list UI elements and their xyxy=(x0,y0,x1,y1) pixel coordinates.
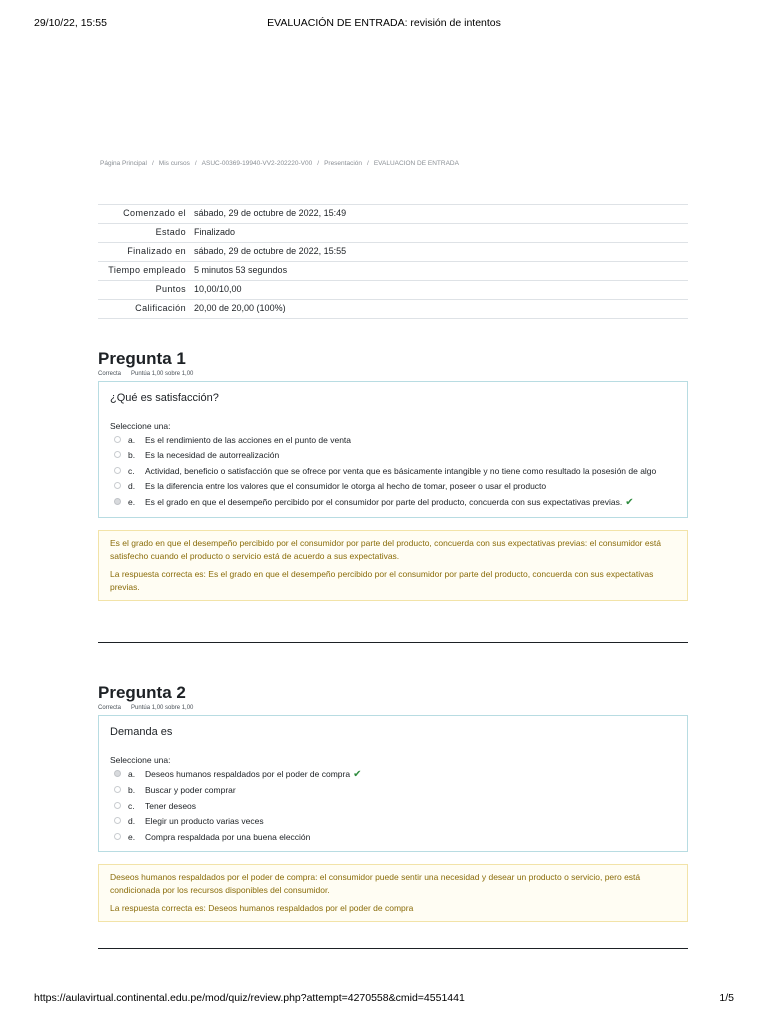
radio-button[interactable] xyxy=(114,786,121,793)
attempt-summary-table xyxy=(98,204,688,319)
print-datetime: 29/10/22, 15:55 xyxy=(34,17,107,29)
print-footer xyxy=(34,992,734,1006)
option-letter: b. xyxy=(128,450,136,460)
general-feedback: Es el grado en que el desempeño percibido por el consumidor por parte del producto, concuerda con sus expectativas previas: el consumidor está satisfecho cuando el producto o servicio está de acuerdo a sus expectativas. xyxy=(110,537,661,561)
option-letter: d. xyxy=(128,816,136,826)
summary-label: Tiempo empleado xyxy=(108,265,186,275)
question-divider xyxy=(98,948,688,949)
breadcrumb-home-link[interactable]: Página Principal xyxy=(100,160,147,167)
radio-button[interactable] xyxy=(114,817,121,824)
question-feedback xyxy=(98,530,688,601)
answer-option-b[interactable] xyxy=(110,783,676,799)
radio-button[interactable] xyxy=(114,833,121,840)
print-url: https://aulavirtual.continental.edu.pe/mod/quiz/review.php?attempt=4270558&cmid=4551441 xyxy=(34,992,465,1004)
summary-value: 5 minutos 53 segundos xyxy=(194,265,288,275)
breadcrumb: Página Principal / Mis cursos / ASUC-00369-19940-VV2-202220-V00 / Presentación / EVALUACIÓN DE ENTRADA xyxy=(100,160,459,167)
answer-option-c[interactable] xyxy=(110,463,676,479)
option-letter: b. xyxy=(128,785,136,795)
option-text-value: Deseos humanos respaldados por el poder de compra xyxy=(145,768,351,779)
option-text: Es el rendimiento de las acciones en el punto de venta xyxy=(145,434,352,445)
answer-option-a[interactable] xyxy=(110,766,676,783)
option-text: Es la necesidad de autorrealización xyxy=(145,450,280,460)
question-content xyxy=(98,381,688,518)
answer-option-b[interactable] xyxy=(110,448,676,464)
question-score: Puntúa 1,00 sobre 1,00 xyxy=(131,705,194,711)
summary-label: Puntos xyxy=(155,284,186,294)
summary-row-time-taken xyxy=(98,262,688,281)
question-feedback xyxy=(98,864,688,922)
print-header xyxy=(34,17,734,31)
option-text-value: Es el grado en que el desempeño percibido por el consumidor por parte del producto, concuerda con sus expectativas previas. xyxy=(145,496,623,507)
summary-label: Finalizado en xyxy=(127,246,186,256)
answer-option-d[interactable] xyxy=(110,479,676,495)
question-2 xyxy=(98,682,688,922)
radio-button[interactable] xyxy=(114,467,121,474)
option-text: Compra respaldada por una buena elección xyxy=(145,831,311,842)
question-status: Correcta xyxy=(98,371,122,377)
option-text xyxy=(145,768,676,782)
answer-option-a[interactable] xyxy=(110,432,676,448)
breadcrumb-section-link[interactable]: Presentación xyxy=(324,160,363,167)
option-text: Actividad, beneficio o satisfacción que se ofrece por venta que es básicamente intangible y no tiene como resultado la posesión de algo xyxy=(145,465,657,476)
radio-button[interactable] xyxy=(114,802,121,809)
radio-button-selected[interactable] xyxy=(114,770,121,777)
question-divider xyxy=(98,642,688,643)
radio-button[interactable] xyxy=(114,482,121,489)
option-letter: c. xyxy=(128,465,135,476)
check-icon: ✔ xyxy=(625,496,634,508)
option-letter: e. xyxy=(128,496,136,507)
summary-value: sábado, 29 de octubre de 2022, 15:49 xyxy=(194,208,347,218)
radio-button[interactable] xyxy=(114,436,121,443)
answer-prompt: Seleccione una: xyxy=(110,421,171,431)
summary-value: Finalizado xyxy=(194,227,236,237)
option-letter: a. xyxy=(128,768,136,779)
summary-row-marks xyxy=(98,281,688,300)
summary-row-finished xyxy=(98,243,688,262)
question-status: Correcta xyxy=(98,705,122,711)
question-text: ¿Qué es satisfacción? xyxy=(110,392,219,404)
summary-value: 10,00/10,00 xyxy=(194,284,242,294)
breadcrumb-course-link[interactable]: ASUC-00369-19940-VV2-202220-V00 xyxy=(201,160,313,167)
option-letter: e. xyxy=(128,831,136,842)
option-text: Tener deseos xyxy=(145,800,197,811)
option-text: Elegir un producto varias veces xyxy=(145,816,264,826)
correct-answer: La respuesta correcta es: Deseos humanos respaldados por el poder de compra xyxy=(110,902,414,913)
summary-value: sábado, 29 de octubre de 2022, 15:55 xyxy=(194,246,347,256)
question-title: Pregunta 1 xyxy=(98,349,186,368)
radio-button[interactable] xyxy=(114,451,121,458)
correct-answer: La respuesta correcta es: Es el grado en que el desempeño percibido por el consumidor por parte del producto, concuerda con sus expectativas previas. xyxy=(110,568,654,592)
question-text: Demanda es xyxy=(110,726,173,738)
option-text: Es la diferencia entre los valores que el consumidor le otorga al hecho de tomar, poseer o usar el producto xyxy=(145,481,547,491)
summary-label: Estado xyxy=(155,227,186,237)
question-title: Pregunta 2 xyxy=(98,683,186,702)
question-score: Puntúa 1,00 sobre 1,00 xyxy=(131,371,194,377)
answer-option-e[interactable] xyxy=(110,829,676,845)
answer-option-c[interactable] xyxy=(110,798,676,814)
question-meta xyxy=(98,704,688,713)
answer-option-e[interactable] xyxy=(110,494,676,511)
option-text: Buscar y poder comprar xyxy=(145,785,236,795)
option-text xyxy=(145,496,676,510)
check-icon: ✔ xyxy=(353,768,362,780)
summary-row-grade xyxy=(98,300,688,319)
radio-button-selected[interactable] xyxy=(114,498,121,505)
answer-option-d[interactable] xyxy=(110,814,676,830)
print-page-title: EVALUACIÓN DE ENTRADA: revisión de intentos xyxy=(267,17,501,29)
question-content xyxy=(98,715,688,852)
option-letter: a. xyxy=(128,434,136,445)
breadcrumb-my-courses-link[interactable]: Mis cursos xyxy=(158,160,190,167)
question-meta xyxy=(98,370,688,379)
question-1 xyxy=(98,348,688,601)
summary-row-started xyxy=(98,205,688,224)
summary-label: Calificación xyxy=(135,303,186,313)
summary-value: 20,00 de 20,00 (100%) xyxy=(194,303,286,313)
breadcrumb-quiz-link[interactable]: EVALUACIÓN DE ENTRADA xyxy=(373,160,459,167)
general-feedback: Deseos humanos respaldados por el poder de compra: el consumidor puede sentir una necesidad y desear un producto o servicio, pero está condicionada por los recursos disponibles del consumidor. xyxy=(110,871,641,895)
print-page-number: 1/5 xyxy=(719,992,734,1004)
option-letter: d. xyxy=(128,481,136,491)
option-letter: c. xyxy=(128,800,135,811)
answer-prompt: Seleccione una: xyxy=(110,755,171,765)
summary-row-state xyxy=(98,224,688,243)
summary-label: Comenzado el xyxy=(123,208,186,218)
